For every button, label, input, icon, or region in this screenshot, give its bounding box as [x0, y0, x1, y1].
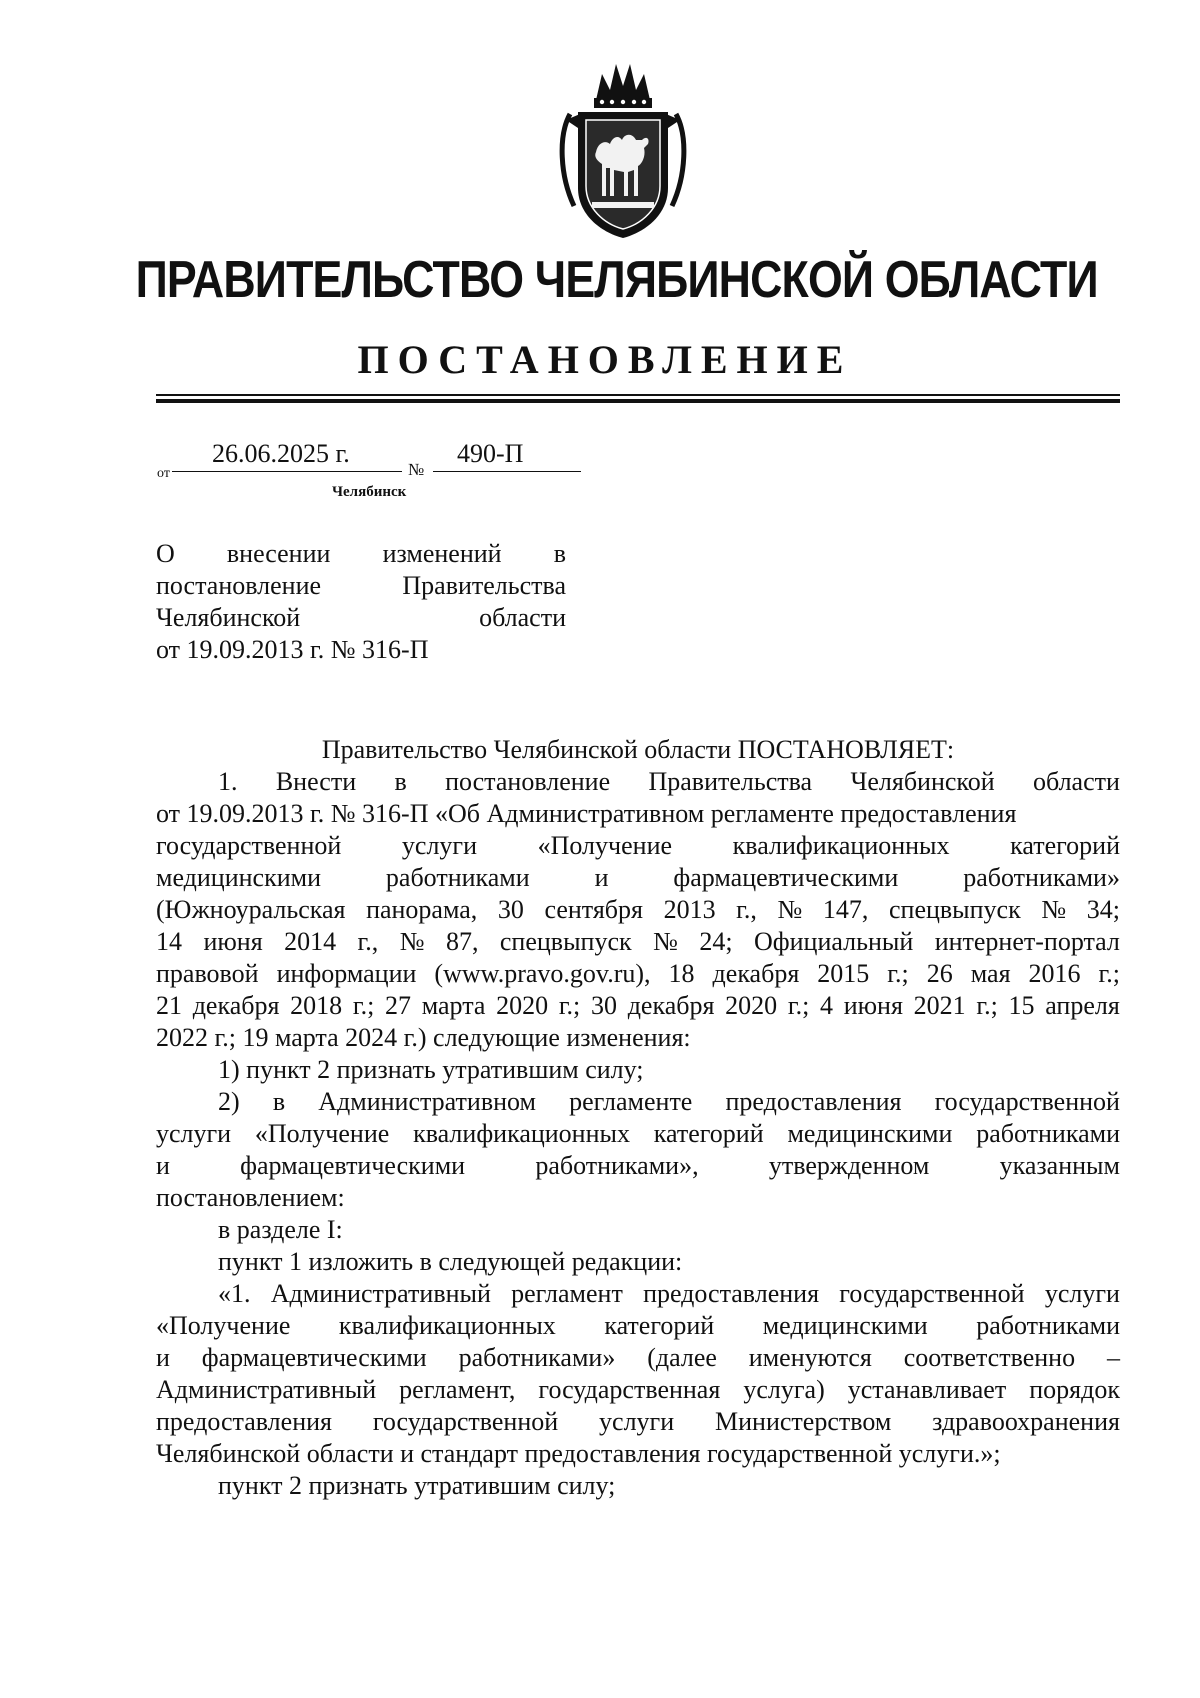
body-word: устанавливает: [847, 1375, 1007, 1404]
subject-line: от 19.09.2013 г. № 316-П: [156, 635, 429, 664]
date-prefix-label: от: [157, 466, 170, 481]
body-word: 34;: [1086, 895, 1120, 924]
body-word: 30: [497, 895, 524, 924]
body-word: 2020: [725, 991, 778, 1020]
body-word: в: [394, 767, 407, 796]
body-word: предоставления: [643, 1279, 820, 1308]
body-word: №: [399, 927, 425, 956]
body-word: декабря: [627, 991, 715, 1020]
body-word: Министерством: [715, 1407, 892, 1436]
body-word: работниками»,: [535, 1151, 699, 1180]
body-word: предоставления: [725, 1087, 902, 1116]
body-word: интернет-портал: [934, 927, 1120, 956]
body-word: 2013: [663, 895, 716, 924]
body-word: декабря: [712, 959, 800, 988]
body-word: работниками: [976, 1311, 1120, 1340]
body-word: июня: [203, 927, 263, 956]
city-label: Челябинск: [332, 484, 407, 500]
body-word: предоставления: [156, 1407, 332, 1436]
body-line: [156, 1086, 1120, 1118]
body-word: 27: [385, 991, 412, 1020]
body-word: 2016: [1028, 959, 1081, 988]
body-word: в: [272, 1087, 286, 1116]
body-word: г.;: [352, 991, 375, 1020]
body-paragraphs: [156, 766, 1120, 1502]
body-word: «Получение: [254, 1119, 390, 1148]
body-word: и: [156, 1343, 170, 1372]
body-word: декабря: [192, 991, 280, 1020]
body-word: г.;: [887, 959, 909, 988]
body-word: 30: [591, 991, 617, 1020]
body-word: Административном: [318, 1087, 536, 1116]
body-line: [156, 766, 1120, 798]
body-line: [156, 958, 1120, 990]
body-word: 2): [218, 1087, 240, 1116]
body-word: июня: [843, 991, 903, 1020]
body-word: работниками: [385, 863, 530, 892]
preamble: Правительство Челябинской области ПОСТАНОВЛЯЕТ:: [321, 735, 955, 764]
body-word: здравоохранения: [932, 1407, 1120, 1436]
body-line: [156, 1278, 1120, 1310]
body-line: [156, 1342, 1120, 1374]
body-word: –: [1106, 1343, 1120, 1372]
header-divider-thick: [156, 399, 1120, 403]
document-body: [156, 734, 1120, 1502]
body-word: «1.: [218, 1279, 251, 1308]
body-word: Административный: [270, 1279, 491, 1308]
body-word: квалификационных: [732, 831, 950, 860]
body-line: в разделе I:: [218, 1215, 343, 1244]
body-word: апреля: [1045, 991, 1120, 1020]
body-word: государственной: [934, 1087, 1120, 1116]
body-word: государственной: [156, 831, 342, 860]
body-word: Официальный: [754, 927, 914, 956]
body-word: указанным: [999, 1151, 1120, 1180]
body-word: регламент,: [399, 1375, 516, 1404]
body-word: сентября: [544, 895, 643, 924]
body-word: Административный: [156, 1375, 377, 1404]
body-word: 2021: [913, 991, 966, 1020]
body-word: государственная: [538, 1375, 721, 1404]
body-line: 1) пункт 2 признать утратившим силу;: [218, 1055, 644, 1084]
body-word: 24;: [699, 927, 733, 956]
body-word: категорий: [604, 1311, 715, 1340]
body-word: «Получение: [156, 1311, 291, 1340]
body-word: 14: [156, 927, 182, 956]
body-word: медицинскими: [156, 863, 321, 892]
number-sign-label: №: [408, 460, 425, 479]
body-line: [156, 1406, 1120, 1438]
body-word: 2020: [496, 991, 549, 1020]
body-word: и: [156, 1151, 170, 1180]
body-word: 87,: [445, 927, 479, 956]
body-word: регламент: [511, 1279, 623, 1308]
body-word: услуги: [401, 831, 478, 860]
body-line: 2022 г.; 19 марта 2024 г.) следующие изменения:: [156, 1023, 691, 1052]
body-line: [156, 894, 1120, 926]
body-word: 2014: [284, 927, 337, 956]
body-word: фармацевтическими: [201, 1343, 427, 1372]
body-word: 4: [820, 991, 834, 1020]
body-word: 21: [156, 991, 182, 1020]
body-word: постановление: [445, 767, 611, 796]
body-word: государственной: [372, 1407, 559, 1436]
body-line: пункт 1 изложить в следующей редакции:: [218, 1247, 683, 1276]
body-word: регламенте: [569, 1087, 693, 1116]
subject-line: О внесении изменений в: [156, 539, 566, 568]
body-word: фармацевтическими: [673, 863, 899, 892]
body-word: порядок: [1029, 1375, 1120, 1404]
body-word: Челябинской: [850, 767, 995, 796]
body-word: №: [1041, 895, 1067, 924]
subject-line: постановление Правительства: [156, 571, 566, 600]
body-word: квалификационных: [338, 1311, 556, 1340]
body-line: [156, 1150, 1120, 1182]
body-word: 2015: [817, 959, 870, 988]
body-line: пункт 2 признать утратившим силу;: [218, 1471, 616, 1500]
subject-line: Челябинской области: [156, 603, 566, 632]
body-word: 1.: [218, 767, 238, 796]
body-word: соответственно: [903, 1343, 1076, 1372]
body-word: г.;: [787, 991, 810, 1020]
body-word: услуга): [743, 1375, 825, 1404]
body-line: [156, 1374, 1120, 1406]
body-word: «Получение: [537, 831, 673, 860]
body-line: от 19.09.2013 г. № 316-П «Об Административном регламенте предоставления: [156, 799, 1017, 828]
body-word: работниками»: [458, 1343, 616, 1372]
body-line: [156, 990, 1120, 1022]
body-word: квалификационных: [413, 1119, 630, 1148]
body-word: 2018: [290, 991, 343, 1020]
body-word: панорама,: [366, 895, 478, 924]
body-word: г.,: [357, 927, 379, 956]
body-word: 26: [926, 959, 953, 988]
body-word: услуги: [599, 1407, 675, 1436]
body-word: №: [653, 927, 678, 956]
body-line: [156, 830, 1120, 862]
body-word: г.,: [736, 895, 757, 924]
body-word: (далее: [647, 1343, 717, 1372]
body-word: медицинскими: [762, 1311, 928, 1340]
body-line: [156, 1310, 1120, 1342]
body-line: [156, 862, 1120, 894]
body-word: спецвыпуск: [499, 927, 632, 956]
body-word: фармацевтическими: [240, 1151, 466, 1180]
body-word: спецвыпуск: [888, 895, 1021, 924]
body-line: [156, 926, 1120, 958]
body-word: марта: [421, 991, 486, 1020]
body-word: Правительства: [648, 767, 813, 796]
body-word: области: [1033, 767, 1120, 796]
body-word: Внести: [275, 767, 357, 796]
body-word: работниками»: [963, 863, 1120, 892]
body-word: (Южноуральская: [156, 895, 346, 924]
body-word: категорий: [1010, 831, 1120, 860]
document-date: 26.06.2025 г.: [172, 436, 402, 472]
body-word: медицинскими: [787, 1119, 953, 1148]
body-word: 18: [668, 959, 695, 988]
header-divider-thin: [156, 394, 1120, 396]
body-word: 147,: [822, 895, 869, 924]
body-line: постановлением:: [156, 1183, 345, 1212]
body-word: г.;: [558, 991, 581, 1020]
body-word: информации: [276, 959, 417, 988]
body-word: работниками: [976, 1119, 1120, 1148]
organization-title: ПРАВИТЕЛЬСТВО ЧЕЛЯБИНСКОЙ ОБЛАСТИ: [135, 251, 1098, 309]
body-word: №: [777, 895, 803, 924]
body-word: г.;: [976, 991, 998, 1020]
document-number: 490-П: [433, 436, 581, 472]
body-word: именуются: [748, 1343, 872, 1372]
body-word: мая: [970, 959, 1011, 988]
body-word: 15: [1008, 991, 1035, 1020]
body-word: категорий: [653, 1119, 764, 1148]
body-line: [156, 1118, 1120, 1150]
body-word: услуги: [156, 1119, 232, 1148]
body-word: услуги: [1044, 1279, 1120, 1308]
body-word: (www.pravo.gov.ru),: [434, 959, 651, 988]
body-line: Челябинской области и стандарт предоставления государственной услуги.»;: [156, 1439, 1001, 1468]
document-type-title: ПОСТАНОВЛЕНИЕ: [357, 337, 853, 382]
body-word: правовой: [156, 959, 259, 988]
document-subject: [156, 538, 566, 666]
body-word: г.;: [1098, 959, 1120, 988]
body-word: государственной: [839, 1279, 1025, 1308]
body-word: и: [594, 863, 609, 892]
coat-of-arms-icon: [556, 56, 690, 242]
body-word: утвержденном: [768, 1151, 930, 1180]
